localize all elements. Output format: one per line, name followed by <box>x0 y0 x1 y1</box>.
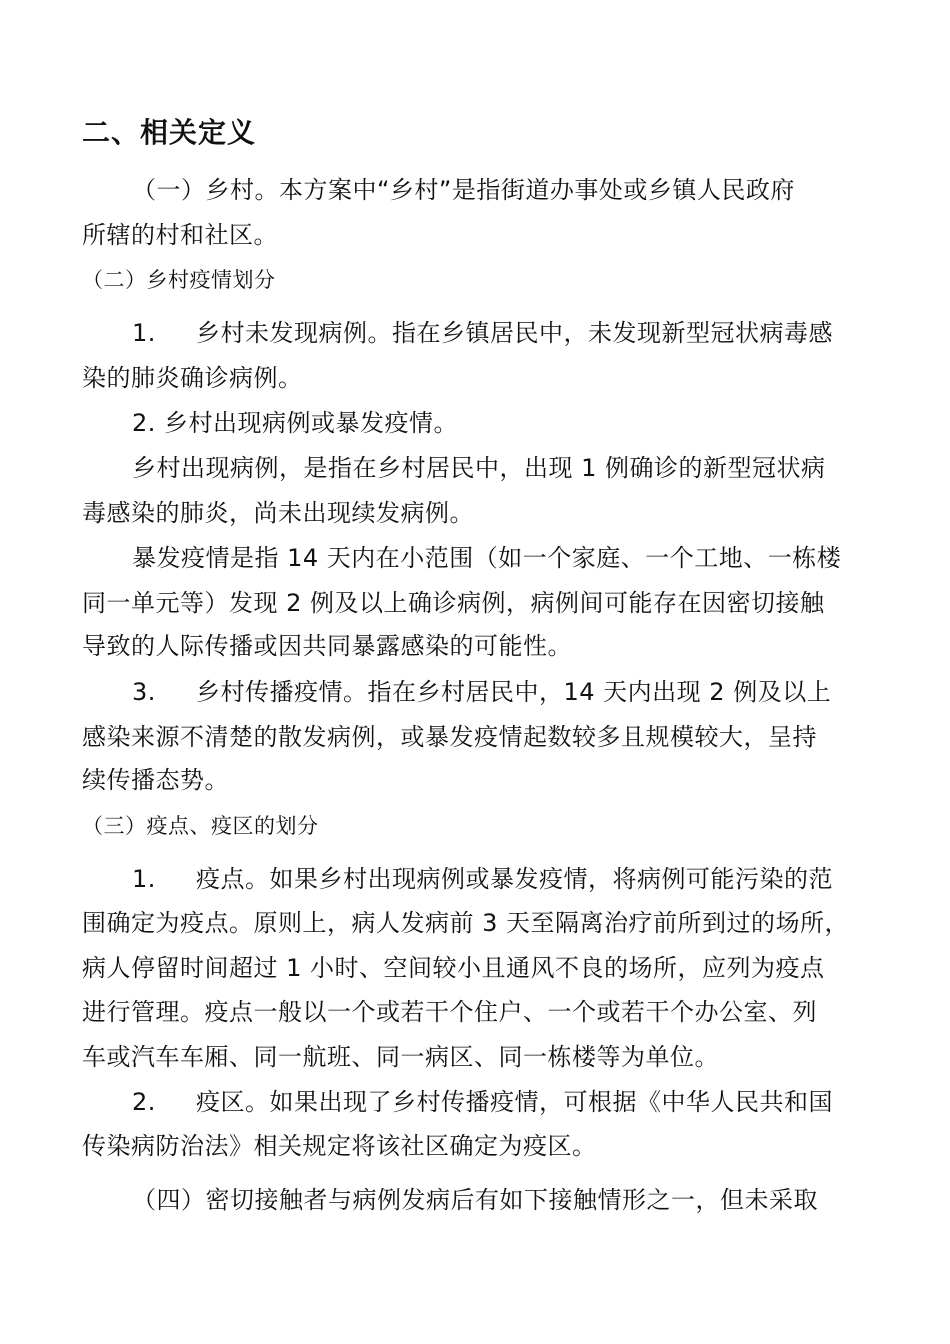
point2-text: 疫区。如果出现了乡村传播疫情，可根据《中华人民共和国 <box>196 1088 833 1116</box>
point1-line5: 车或汽车车厢、同一航班、同一病区、同一栋楼等为单位。 <box>82 1043 719 1071</box>
paragraph-rural-line2: 所辖的村和社区。 <box>82 221 278 249</box>
item3-line1 <box>132 677 831 707</box>
paragraph-outbreak-line3: 导致的人际传播或因共同暴露感染的可能性。 <box>82 632 572 660</box>
point1-line1 <box>132 864 833 894</box>
point1-text: 疫点。如果乡村出现病例或暴发疫情，将病例可能污染的范 <box>196 865 833 893</box>
subheading-epidemic-division: （二）乡村疫情划分 <box>82 268 276 292</box>
item3-text: 乡村传播疫情。指在乡村居民中，14 天内出现 2 例及以上 <box>196 678 832 706</box>
paragraph-outbreak-line2: 同一单元等）发现 2 例及以上确诊病例，病例间可能存在因密切接触 <box>82 589 825 617</box>
paragraph-outbreak-line1: 暴发疫情是指 14 天内在小范围（如一个家庭、一个工地、一栋楼 <box>132 544 842 572</box>
item3-line2: 感染来源不清楚的散发病例，或暴发疫情起数较多且规模较大，呈持 <box>82 723 817 751</box>
paragraph-case-line1: 乡村出现病例，是指在乡村居民中，出现 1 例确诊的新型冠状病 <box>132 454 826 482</box>
item3-number: 3. <box>132 678 156 706</box>
item3-line3: 续传播态势。 <box>82 766 229 794</box>
item1-line2: 染的肺炎确诊病例。 <box>82 364 303 392</box>
point1-line2: 围确定为疫点。原则上，病人发病前 3 天至隔离治疗前所到过的场所， <box>82 909 850 937</box>
item1-text: 乡村未发现病例。指在乡镇居民中，未发现新型冠状病毒感 <box>196 319 833 347</box>
paragraph-case-line2: 毒感染的肺炎，尚未出现续发病例。 <box>82 499 474 527</box>
item2-title: 2. 乡村出现病例或暴发疫情。 <box>132 409 459 437</box>
point1-number: 1. <box>132 865 156 893</box>
point2-number: 2. <box>132 1088 156 1116</box>
point1-line4: 进行管理。疫点一般以一个或若干个住户、一个或若干个办公室、列 <box>82 998 817 1026</box>
point2-line2: 传染病防治法》相关规定将该社区确定为疫区。 <box>82 1132 597 1160</box>
point1-line3: 病人停留时间超过 1 小时、空间较小且通风不良的场所，应列为疫点 <box>82 954 825 982</box>
item1-number: 1. <box>132 319 156 347</box>
section-title: 二、相关定义 <box>82 116 257 149</box>
subheading-point-area: （三）疫点、疫区的划分 <box>82 814 319 838</box>
item1-line1 <box>132 318 833 348</box>
point2-line1 <box>132 1087 833 1117</box>
paragraph-close-contact-line1: （四）密切接触者与病例发病后有如下接触情形之一，但未采取 <box>132 1186 818 1214</box>
paragraph-rural-line1: （一）乡村。本方案中“乡村”是指街道办事处或乡镇人民政府 <box>132 176 795 204</box>
